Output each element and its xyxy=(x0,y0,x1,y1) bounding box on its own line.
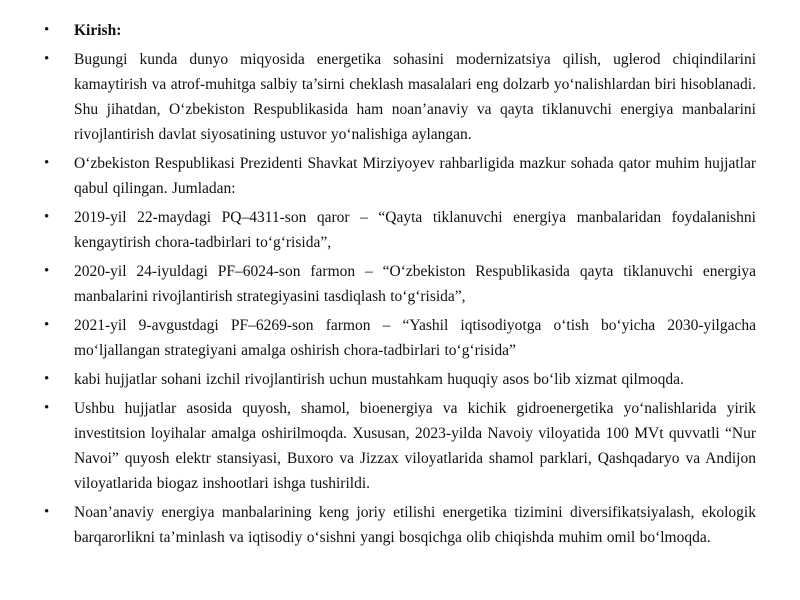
bullet-icon: • xyxy=(44,22,50,38)
list-item-decree-2020 xyxy=(44,259,756,309)
list-item-legal-basis xyxy=(44,367,756,392)
bullet-icon: • xyxy=(44,317,50,333)
heading-item-kirish xyxy=(44,18,756,43)
bullet-list xyxy=(44,18,756,550)
list-item-documents-intro xyxy=(44,151,756,201)
list-item-decree-2021 xyxy=(44,313,756,363)
paragraph-text: 2019-yil 22-maydagi PQ–4311-son qaror – “Qayta tiklanuvchi energiya manbalaridan foydalanishni kengaytirish chora-tadbirlari to‘g‘risida”, xyxy=(74,209,756,251)
bullet-icon: • xyxy=(44,263,50,279)
list-item-projects xyxy=(44,396,756,496)
bullet-icon: • xyxy=(44,400,50,416)
list-item-decree-2019 xyxy=(44,205,756,255)
paragraph-text: 2020-yil 24-iyuldagi PF–6024-son farmon – “O‘zbekiston Respublikasida qayta tiklanuvchi energiya manbalarini rivojlantirish strategiyasini tasdiqlash to‘g‘risida”, xyxy=(74,263,756,305)
section-heading: Kirish: xyxy=(74,22,122,39)
bullet-icon: • xyxy=(44,209,50,225)
bullet-icon: • xyxy=(44,371,50,387)
bullet-icon: • xyxy=(44,51,50,67)
paragraph-text: Noan’anaviy energiya manbalarining keng joriy etilishi energetika tizimini diversifikatsiyalash, ekologik barqarorlikni ta’minlash va iqtisodiy o‘sishni yangi bosqichga olib chiqishda muhim omil bo‘lmoqda. xyxy=(74,504,756,546)
list-item-conclusion xyxy=(44,500,756,550)
bullet-icon: • xyxy=(44,155,50,171)
paragraph-text: Ushbu hujjatlar asosida quyosh, shamol, bioenergiya va kichik gidroenergetika yo‘nalishlarida yirik investitsion loyihalar amalga oshirilmoqda. Xususan, 2023-yilda Navoiy viloyatida 100 MVt quvvatli “Nur Navoi” quyosh elektr stansiyasi, Buxoro va Jizzax viloyatlarida shamol parklari, Qashqadaryo va Andijon viloyatlarida biogaz inshootlari ishga tushirildi. xyxy=(74,400,756,492)
bullet-icon: • xyxy=(44,504,50,520)
paragraph-text: O‘zbekiston Respublikasi Prezidenti Shavkat Mirziyoyev rahbarligida mazkur sohada qator muhim hujjatlar qabul qilingan. Jumladan: xyxy=(74,155,756,197)
list-item-intro xyxy=(44,47,756,147)
paragraph-text: kabi hujjatlar sohani izchil rivojlantirish uchun mustahkam huquqiy asos bo‘lib xizmat qilmoqda. xyxy=(74,371,684,388)
paragraph-text: 2021-yil 9-avgustdagi PF–6269-son farmon – “Yashil iqtisodiyotga o‘tish bo‘yicha 2030-yilgacha mo‘ljallangan strategiyani amalga oshirish chora-tadbirlari to‘g‘risida” xyxy=(74,317,756,359)
paragraph-text: Bugungi kunda dunyo miqyosida energetika sohasini modernizatsiya qilish, uglerod chiqindilarini kamaytirish va atrof-muhitga salbiy ta’sirni cheklash masalalari eng dolzarb yo‘nalishlardan biri hisoblanadi. Shu jihatdan, O‘zbekiston Respublikasida ham noan’anaviy va qayta tiklanuvchi energiya manbalarini rivojlantirish davlat siyosatining ustuvor yo‘nalishiga aylangan. xyxy=(74,51,756,143)
